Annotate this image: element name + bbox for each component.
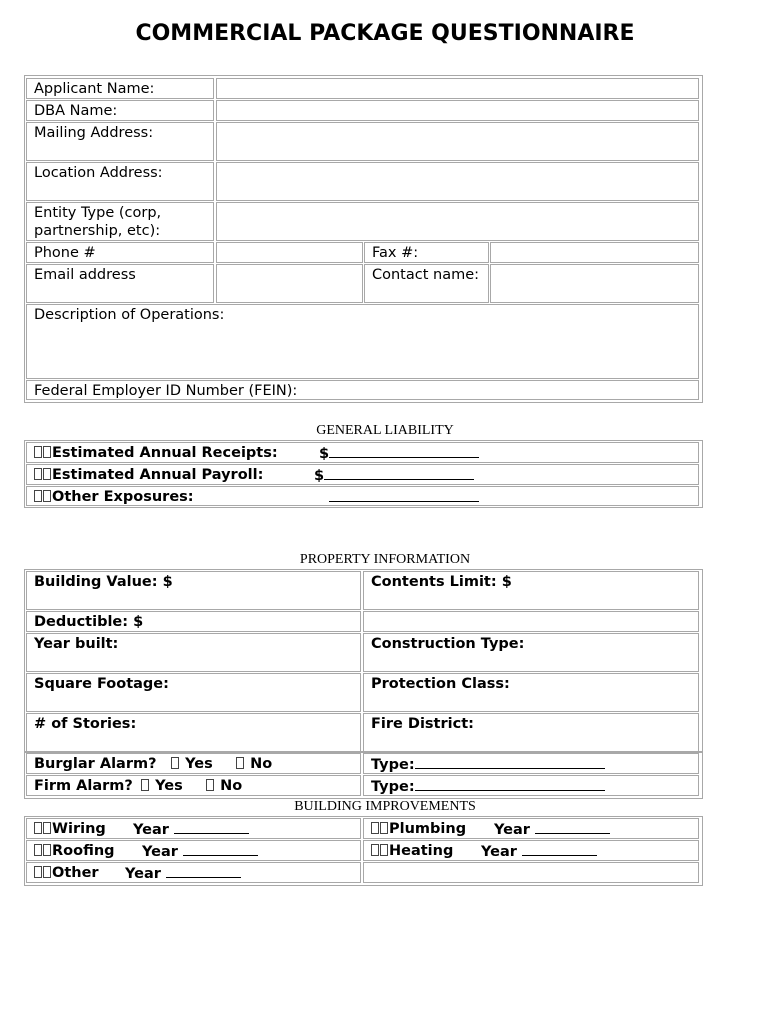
checkbox-icon — [34, 822, 42, 834]
checkbox-icon — [371, 844, 379, 856]
applicant-name-field[interactable] — [216, 78, 699, 99]
heating-label: Heating — [389, 843, 454, 859]
deductible-right-cell — [363, 611, 699, 632]
year-label: Year — [481, 844, 517, 860]
deductible-field[interactable]: Deductible: $ — [26, 611, 361, 632]
burglar-alarm-label: Burglar Alarm? — [34, 756, 157, 772]
building-value-field[interactable]: Building Value: $ — [26, 571, 361, 610]
other-exposures-label: Other Exposures: — [52, 489, 194, 505]
entity-type-field[interactable] — [216, 202, 699, 241]
general-liability-heading: GENERAL LIABILITY — [316, 423, 454, 438]
checkbox-icon — [34, 866, 42, 878]
fire-district-field[interactable]: Fire District: — [363, 713, 699, 752]
roofing-label: Roofing — [52, 843, 115, 859]
wiring-year-blank[interactable] — [174, 820, 249, 834]
year-built-field[interactable]: Year built: — [26, 633, 361, 672]
dba-name-field[interactable] — [216, 100, 699, 121]
mailing-address-field[interactable] — [216, 122, 699, 161]
other-exposures-row[interactable] — [26, 486, 699, 506]
checkbox-icon — [380, 844, 388, 856]
other-improvement-row[interactable] — [26, 862, 361, 883]
year-label: Year — [133, 822, 169, 838]
dollar-sign: $ — [314, 468, 325, 484]
fire-alarm-type-row[interactable] — [363, 775, 699, 796]
contact-name-field[interactable] — [490, 264, 699, 303]
no-label: No — [250, 756, 273, 772]
burglar-alarm-yes-checkbox[interactable] — [171, 757, 179, 769]
type-label: Type: — [371, 779, 415, 795]
dollar-sign: $ — [319, 446, 330, 462]
fein-field[interactable]: Federal Employer ID Number (FEIN): — [26, 380, 699, 400]
estimated-receipts-label: Estimated Annual Receipts: — [52, 445, 278, 461]
burglar-alarm-type-row[interactable] — [363, 753, 699, 774]
fax-label: Fax #: — [364, 242, 489, 263]
fire-alarm-label: Firm Alarm? — [34, 778, 133, 794]
description-of-operations-field[interactable]: Description of Operations: — [26, 304, 699, 379]
building-improvements-heading: BUILDING IMPROVEMENTS — [294, 799, 476, 814]
fire-alarm-row — [26, 775, 361, 796]
checkbox-icon — [34, 446, 42, 458]
checkbox-icon — [43, 490, 51, 502]
wiring-row[interactable] — [26, 818, 361, 839]
burglar-alarm-type-blank[interactable] — [415, 755, 605, 769]
empty-improvement-cell — [363, 862, 699, 883]
stories-field[interactable]: # of Stories: — [26, 713, 361, 752]
heating-year-blank[interactable] — [522, 842, 597, 856]
fire-alarm-no-checkbox[interactable] — [206, 779, 214, 791]
roofing-row[interactable] — [26, 840, 361, 861]
estimated-payroll-row[interactable] — [26, 464, 699, 485]
checkbox-icon — [43, 844, 51, 856]
entity-type-label: Entity Type (corp, partnership, etc): — [26, 202, 214, 241]
checkbox-icon — [371, 822, 379, 834]
other-year-blank[interactable] — [166, 864, 241, 878]
plumbing-label: Plumbing — [389, 821, 467, 837]
year-label: Year — [125, 866, 161, 882]
square-footage-field[interactable]: Square Footage: — [26, 673, 361, 712]
contents-limit-field[interactable]: Contents Limit: $ — [363, 571, 699, 610]
burglar-alarm-row — [26, 753, 361, 774]
checkbox-icon — [34, 844, 42, 856]
email-label: Email address — [26, 264, 214, 303]
heating-row[interactable] — [363, 840, 699, 861]
payroll-blank[interactable] — [324, 466, 474, 480]
checkbox-icon — [34, 468, 42, 480]
burglar-alarm-no-checkbox[interactable] — [236, 757, 244, 769]
dba-name-label: DBA Name: — [26, 100, 214, 121]
year-label: Year — [494, 822, 530, 838]
checkbox-icon — [43, 446, 51, 458]
type-label: Type: — [371, 757, 415, 773]
location-address-field[interactable] — [216, 162, 699, 201]
checkbox-icon — [43, 822, 51, 834]
contact-name-label: Contact name: — [364, 264, 489, 303]
plumbing-row[interactable] — [363, 818, 699, 839]
roofing-year-blank[interactable] — [183, 842, 258, 856]
estimated-payroll-label: Estimated Annual Payroll: — [52, 467, 264, 483]
plumbing-year-blank[interactable] — [535, 820, 610, 834]
yes-label: Yes — [185, 756, 213, 772]
fire-alarm-yes-checkbox[interactable] — [141, 779, 149, 791]
applicant-name-label: Applicant Name: — [26, 78, 214, 99]
checkbox-icon — [43, 866, 51, 878]
phone-field[interactable] — [216, 242, 363, 263]
email-field[interactable] — [216, 264, 363, 303]
other-label: Other — [52, 865, 99, 881]
fax-field[interactable] — [490, 242, 699, 263]
estimated-receipts-row[interactable] — [26, 442, 699, 463]
other-exposures-blank[interactable] — [329, 488, 479, 502]
wiring-label: Wiring — [52, 821, 106, 837]
mailing-address-label: Mailing Address: — [26, 122, 214, 161]
checkbox-icon — [380, 822, 388, 834]
checkbox-icon — [43, 468, 51, 480]
phone-label: Phone # — [26, 242, 214, 263]
page-title: COMMERCIAL PACKAGE QUESTIONNAIRE — [135, 21, 635, 46]
no-label: No — [220, 778, 243, 794]
checkbox-icon — [34, 490, 42, 502]
yes-label: Yes — [155, 778, 183, 794]
location-address-label: Location Address: — [26, 162, 214, 201]
property-information-heading: PROPERTY INFORMATION — [299, 552, 471, 567]
fire-alarm-type-blank[interactable] — [415, 777, 605, 791]
receipts-blank[interactable] — [329, 444, 479, 458]
protection-class-field[interactable]: Protection Class: — [363, 673, 699, 712]
construction-type-field[interactable]: Construction Type: — [363, 633, 699, 672]
year-label: Year — [142, 844, 178, 860]
